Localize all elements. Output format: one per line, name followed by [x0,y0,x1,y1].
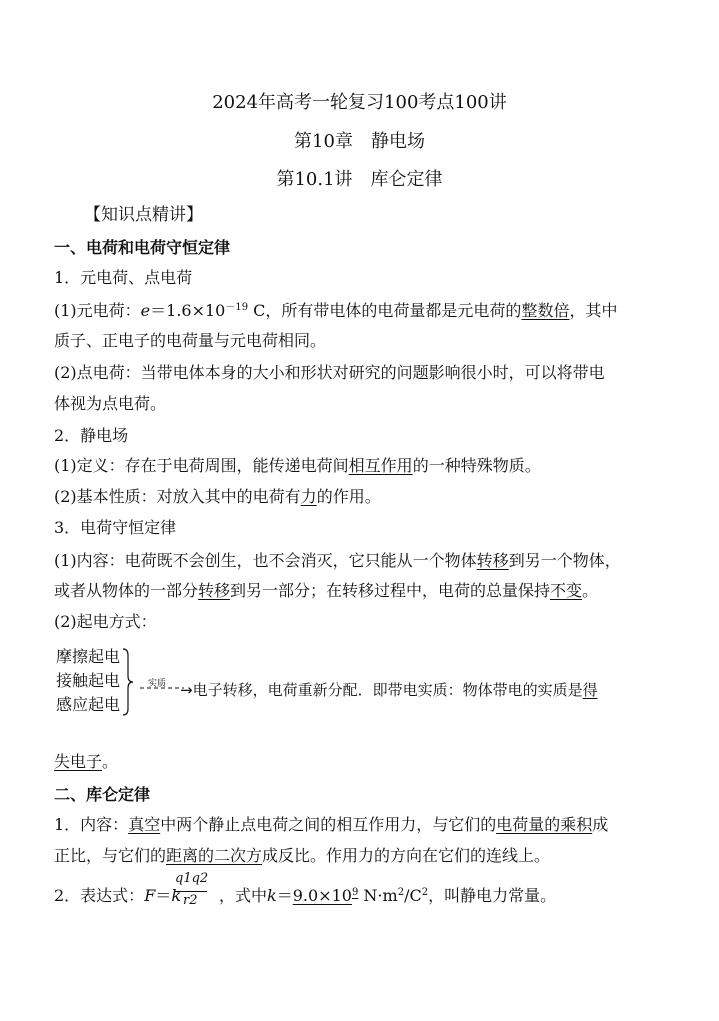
document-title: 2024年高考一轮复习100考点100讲 [212,92,507,113]
fraction-bar [175,891,207,892]
formula-numerator: q1q2 [175,871,209,886]
paragraph-charging-methods: (2)起电方式： [54,612,157,631]
paragraph-basic-property: (2)基本性质：对放入其中的电荷有力的作用。 [54,487,381,506]
section-2-heading: 二、库仑定律 [54,785,151,804]
paragraph-elementary-charge-cont: 质子、正电子的电荷量与元电荷相同。 [54,331,327,350]
paragraph-point-charge-cont: 体视为点电荷。 [54,394,167,413]
lecture-title: 第10.1讲 库仑定律 [276,169,443,190]
section-tag: 【知识点精讲】 [84,205,203,225]
paragraph-coulomb-content-cont: 正比，与它们的距离的二次方成反比。作用力的方向在它们的连线上。 [54,846,551,865]
charging-essence-cont: 失电子。 [54,752,119,771]
method-friction: 摩擦起电 [56,647,121,666]
item-1-title: 1．元电荷、点电荷 [54,268,193,287]
arrow-label: 实质 [148,679,167,689]
chapter-title: 第10章 静电场 [294,131,425,152]
paragraph-conservation: (1)内容：电荷既不会创生，也不会消灭，它只能从一个物体转移到另一个物体， [54,551,621,570]
formula-denominator: r2 [183,893,198,908]
section-1-heading: 一、电荷和电荷守恒定律 [54,238,231,257]
item-3-title: 3．电荷守恒定律 [54,518,177,537]
paragraph-conservation-cont: 或者从物体的一部分转移到另一部分；在转移过程中，电荷的总量保持不变。 [54,581,599,600]
brace-icon [121,648,135,716]
method-contact: 接触起电 [56,671,121,690]
paragraph-coulomb-content: 1．内容：真空中两个静止点电荷之间的相互作用力，与它们的电荷量的乘积成 [54,815,609,834]
paragraph-elementary-charge: (1)元电荷：$e=1.6\times 10^{-19}$ C，所有带电体的电荷量都是元电荷的整数倍，其中 [54,301,618,320]
method-induction: 感应起电 [56,695,121,714]
paragraph-definition: (1)定义：存在于电荷周围，能传递电荷间相互作用的一种特殊物质。 [54,456,541,475]
item-2-title: 2．静电场 [54,426,129,445]
charging-essence-text: →电子转移，电荷重新分配．即带电实质：物体带电的实质是得 [180,681,598,699]
paragraph-point-charge: (2)点电荷：当带电体本身的大小和形状对研究的问题影响很小时，可以将带电 [54,363,605,382]
charging-method-list [56,645,120,717]
paragraph-coulomb-formula: 2．表达式：F＝k ，式中$k=9.0\times 10^9$ $N\cdot m^2/C^2$，叫静电力常量。 [54,886,557,905]
